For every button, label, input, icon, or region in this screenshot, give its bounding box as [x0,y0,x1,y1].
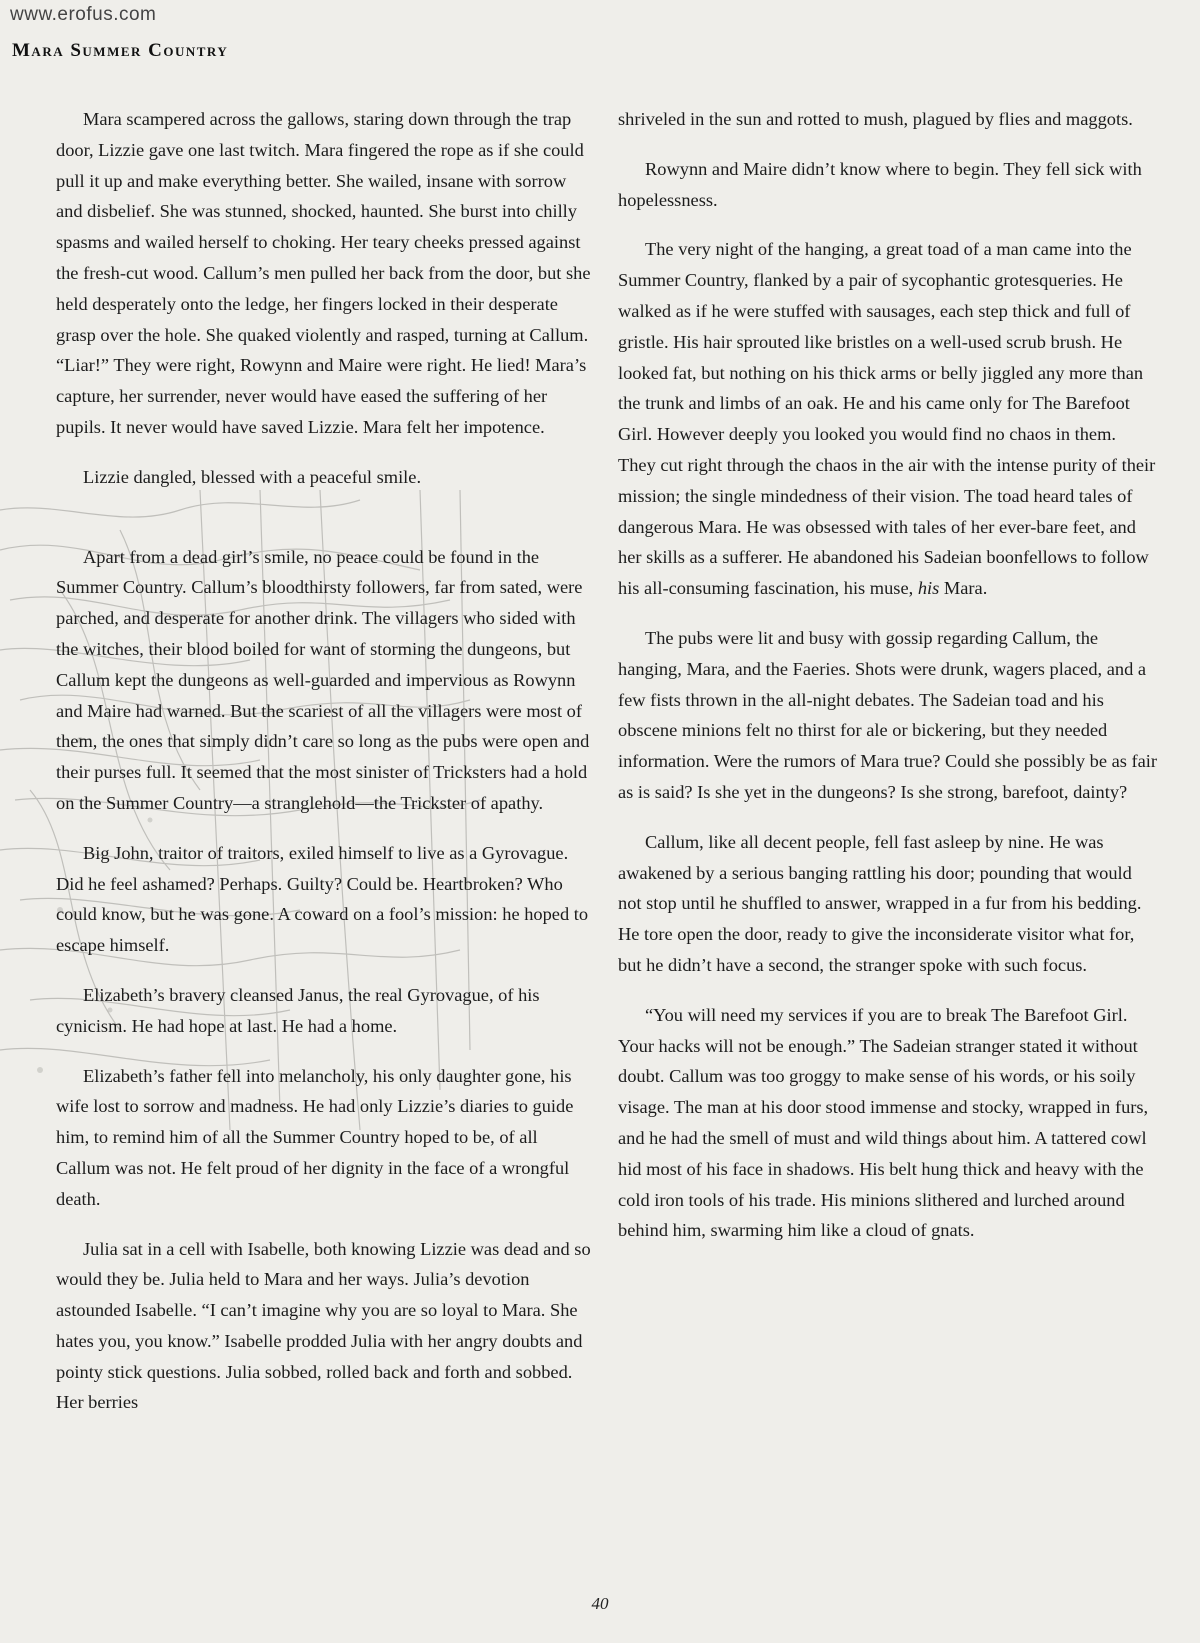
paragraph: “You will need my services if you are to break The Barefoot Girl. Your hacks will not be enough.” The Sadeian stranger stated it without doubt. Callum was too groggy to make sense of his words, or his soily visage. The man at his door stood immense and stocky, wrapped in furs, and he had the smell of must and wild things about him. A tattered cowl hid most of his face in shadows. His belt hung thick and heavy with the cold iron tools of his trade. His minions slithered and lurched around behind him, swarming him like a cloud of gnats. [618,1004,1149,1241]
paragraph: Elizabeth’s bravery cleansed Janus, the real Gyrovague, of his cynicism. He had hope at last. He had a home. [56,984,540,1036]
emphasis: his [917,578,940,599]
right-text-column [618,104,1158,1265]
paragraph: shriveled in the sun and rotted to mush, plagued by flies and maggots. [618,109,1133,129]
paragraph: Rowynn and Maire didn’t know where to begin. They fell sick with hopelessness. [618,158,1142,210]
paragraph [618,234,1158,604]
paragraph: The pubs were lit and busy with gossip regarding Callum, the hanging, Mara, and the Faeries. Shots were drunk, wagers placed, and a few fists thrown in the all-night debates. The Sadeian toad and his obscene minions felt no thirst for ale or bickering, but they needed information. Were the rumors of Mara true? Could she possibly be as fair as is said? Is she yet in the dungeons? Is she strong, barefoot, dainty? [618,627,1158,802]
text-run: The very night of the hanging, a great toad of a man came into the Summer Country, flanked by a pair of sycophantic grotesqueries. He walked as if he were stuffed with sausages, each step thick and full of gristle. His hair sprouted like bristles on a well-used scrub brush. He looked fat, but nothing on his thick arms or belly jiggled any more than the trunk and limbs of an oak. He and his came only for The Barefoot Girl. However deeply you looked you would find no chaos in them. They cut right through the chaos in the air with the intense purity of their mission; the single mindedness of their vision. The toad heard tales of dangerous Mara. He was obsessed with tales of her ever-bare feet, and her skills as a sufferer. He abandoned his Sadeian boonfellows to follow his all-consuming fascination, his muse, [618,239,1156,599]
paragraph: Julia sat in a cell with Isabelle, both knowing Lizzie was dead and so would they be. Julia held to Mara and her ways. Julia’s devotion astounded Isabelle. “I can’t imagine why you are so loyal to Mara. She hates you, you know.” Isabelle prodded Julia with her angry doubts and pointy stick questions. Julia sobbed, rolled back and forth and sobbed. Her berries [56,1238,591,1413]
left-text-column [56,104,596,1437]
text-run: Mara. [939,578,988,599]
paragraph: Lizzie dangled, blessed with a peaceful smile. [83,466,422,487]
paragraph: Callum, like all decent people, fell fast asleep by nine. He was awakened by a serious banging rattling his door; pounding that would not stop until he shuffled to answer, wrapped in a fur from his bedding. He tore open the door, ready to give the inconsiderate visitor what for, but he didn’t have a second, the stranger spoke with such focus. [618,831,1142,975]
paragraph: Elizabeth’s father fell into melancholy, his only daughter gone, his wife lost to sorrow and madness. He had only Lizzie’s diaries to guide him, to remind him of all the Summer Country hoped to be, of all Callum was not. He felt proud of her dignity in the face of a wrongful death. [56,1065,574,1209]
running-head: Mara Summer Country [12,40,229,61]
paragraph: Big John, traitor of traitors, exiled himself to live as a Gyrovague. Did he feel ashamed? Perhaps. Guilty? Could be. Heartbroken? Who could know, but he was gone. A coward on a fool’s mission: he hoped to escape himself. [56,842,589,956]
section-break [56,512,596,542]
paragraph: Mara scampered across the gallows, staring down through the trap door, Lizzie gave one last twitch. Mara fingered the rope as if she could pull it up and make everything better. She wailed, insane with sorrow and disbelief. She was stunned, shocked, haunted. She burst into chilly spasms and wailed herself to choking. Her teary cheeks pressed against the fresh-cut wood. Callum’s men pulled her back from the door, but she held desperately onto the ledge, her fingers locked in their desperate grasp over the hole. She quaked violently and rasped, turning at Callum. “Liar!” They were right, Rowynn and Maire were right. He lied! Mara’s capture, her surrender, never would have eased the suffering of her pupils. It never would have saved Lizzie. Mara felt her impotence. [56,109,591,437]
site-watermark: www.erofus.com [10,4,157,25]
page-number: 40 [591,1594,609,1613]
paragraph: Apart from a dead girl’s smile, no peace could be found in the Summer Country. Callum’s bloodthirsty followers, far from sated, were parched, and desperate for another drink. The villagers who sided with the witches, their blood boiled for want of storming the dungeons, but Callum kept the dungeons as well-guarded and impervious as Rowynn and Maire had warned. But the scariest of all the villagers were most of them, the ones that simply didn’t care so long as the pubs were open and their purses full. It seemed that the most sinister of Tricksters had a hold on the Summer Country—a stranglehold—the Trickster of apathy. [56,546,590,813]
